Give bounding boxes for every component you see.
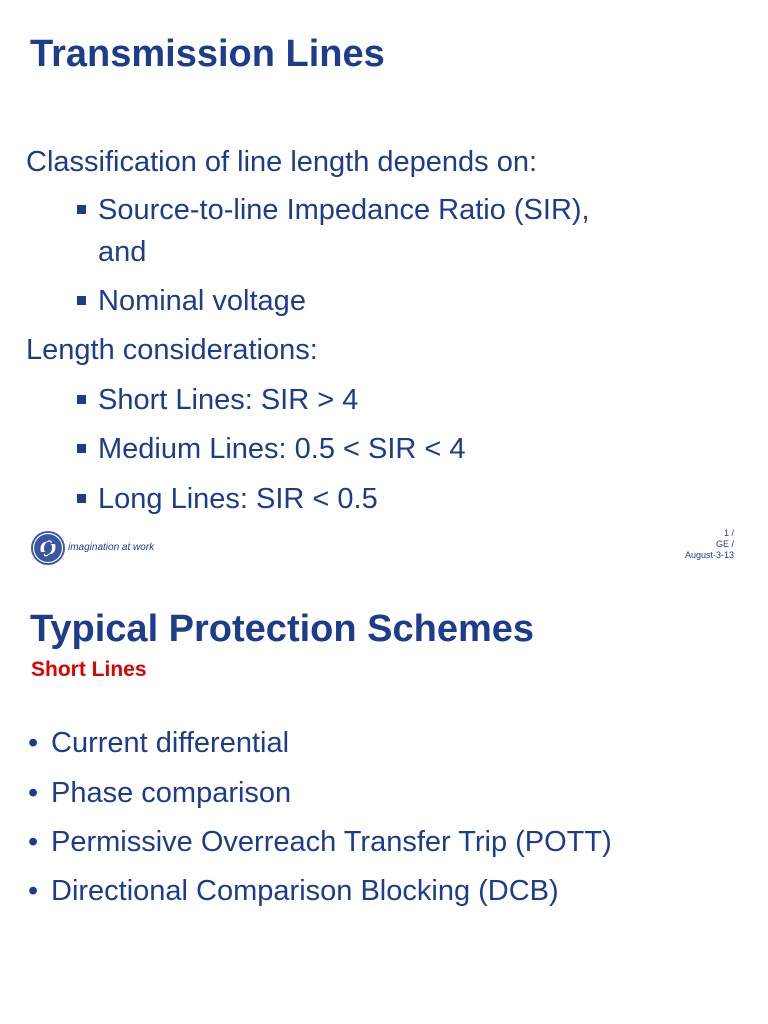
- square-bullet-icon: [77, 494, 86, 503]
- slide-subtitle: Short Lines: [31, 658, 147, 681]
- length-heading: Length considerations:: [26, 334, 318, 366]
- ge-tagline: imagination at work: [68, 542, 155, 553]
- dot-bullet-icon: •: [28, 875, 39, 907]
- scheme-item: Permissive Overreach Transfer Trip (POTT): [51, 826, 612, 858]
- dot-bullet-icon: •: [28, 777, 39, 809]
- square-bullet-icon: [77, 205, 86, 214]
- slide-protection-schemes: [0, 580, 768, 1024]
- scheme-item: Current differential: [51, 727, 290, 759]
- footer-date: August-3-13: [684, 549, 734, 560]
- criteria-item: Nominal voltage: [98, 285, 306, 317]
- criteria-item: Source-to-line Impedance Ratio (SIR),: [98, 194, 590, 226]
- slide-title: Transmission Lines: [30, 33, 385, 75]
- ge-logo-icon: [30, 530, 66, 566]
- square-bullet-icon: [77, 296, 86, 305]
- footer-page-number: 1 /: [723, 528, 734, 538]
- slide-title: Typical Protection Schemes: [30, 608, 535, 650]
- length-item: Medium Lines: 0.5 < SIR < 4: [98, 433, 466, 465]
- footer-org: GE /: [715, 538, 734, 549]
- scheme-item: Directional Comparison Blocking (DCB): [51, 875, 559, 907]
- square-bullet-icon: [77, 395, 86, 404]
- scheme-item: Phase comparison: [51, 777, 292, 809]
- length-item: Short Lines: SIR > 4: [98, 384, 359, 416]
- square-bullet-icon: [77, 444, 86, 453]
- footer-meta: [685, 528, 734, 560]
- dot-bullet-icon: •: [28, 826, 39, 858]
- criteria-item-continued: and: [98, 236, 147, 268]
- length-item: Long Lines: SIR < 0.5: [98, 483, 378, 515]
- intro-text: Classification of line length depends on:: [26, 146, 538, 178]
- dot-bullet-icon: •: [28, 727, 39, 759]
